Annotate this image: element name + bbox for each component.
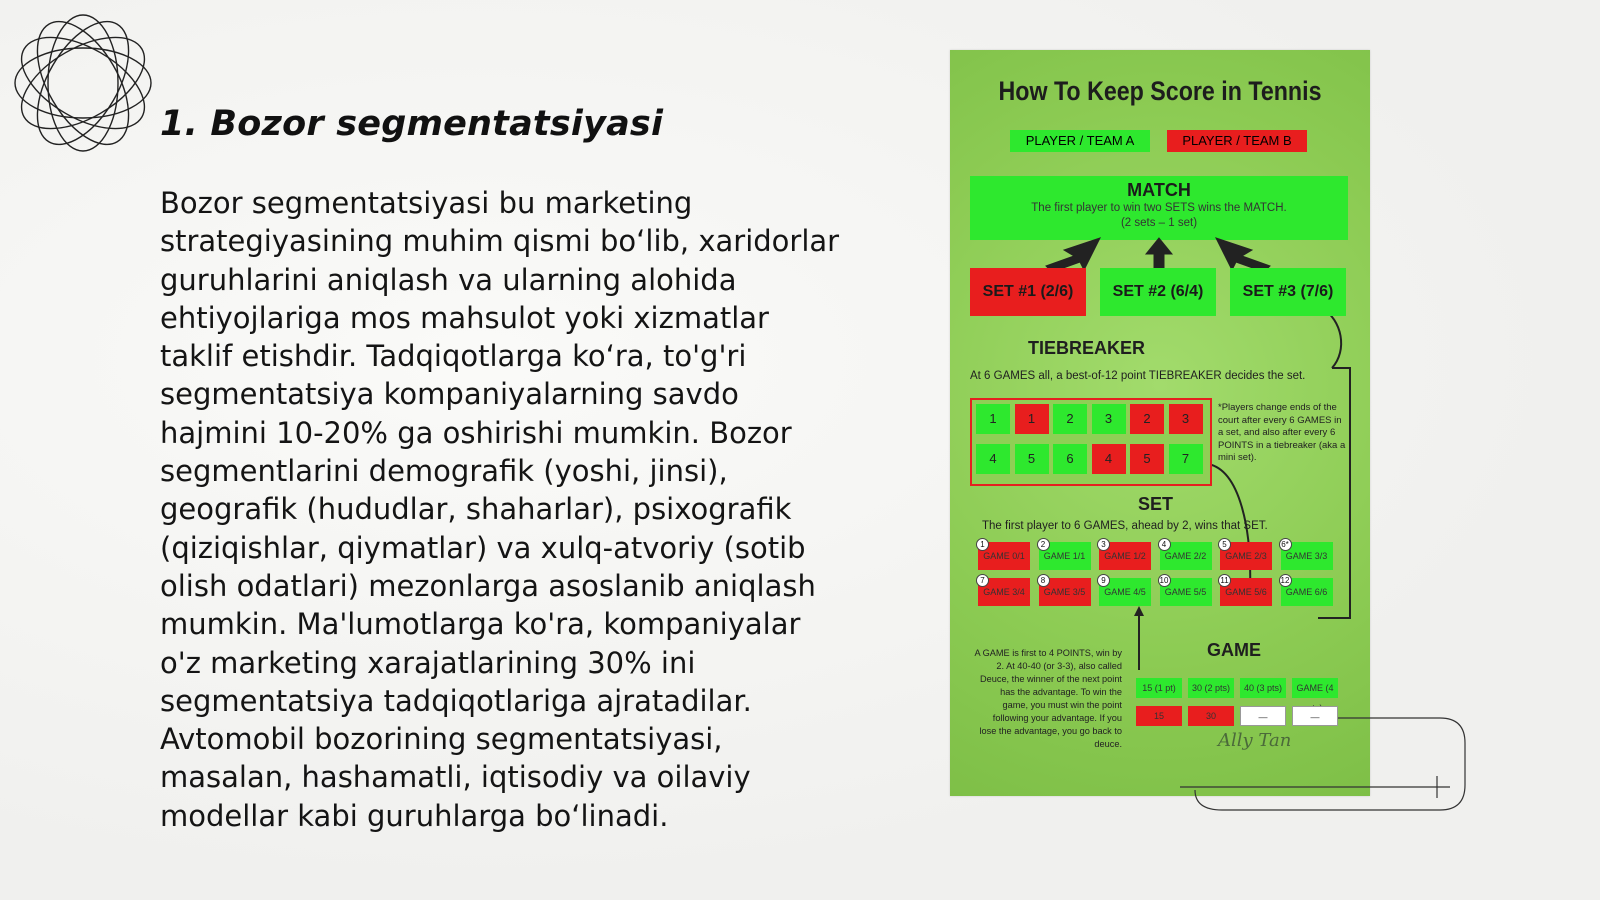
tiebreaker-point-cell: 5 xyxy=(1015,444,1049,474)
set-game-label: GAME 0/1 xyxy=(983,551,1025,561)
tiebreaker-desc: At 6 GAMES all, a best-of-12 point TIEBREAKER decides the set. xyxy=(970,370,1306,382)
set-game-cell xyxy=(1281,542,1333,570)
tiebreaker-point-cell: 7 xyxy=(1169,444,1203,474)
game-point-b: 15 xyxy=(1136,706,1182,726)
set-box-2: SET #2 (6/4) xyxy=(1100,268,1216,316)
set-game-cell xyxy=(1220,542,1272,570)
set-game-number: 2 xyxy=(1037,538,1050,551)
set-game-label: GAME 5/5 xyxy=(1164,587,1207,597)
game-point-b: — xyxy=(1240,706,1286,726)
game-point-a: 30 (2 pts) xyxy=(1188,678,1234,698)
game-point-b: — xyxy=(1292,706,1338,726)
set-section-title: SET xyxy=(1138,494,1174,514)
game-point-a: 15 (1 pt) xyxy=(1136,678,1182,698)
tiebreaker-point-cell: 2 xyxy=(1053,404,1087,434)
tiebreaker-point-cell: 4 xyxy=(1092,444,1126,474)
tiebreaker-note: *Players change ends of the court after every 6 GAMES in a set, and also after every 6 POINTS in a tiebreaker (aka a mini set). xyxy=(1218,402,1346,463)
set-game-number: 7 xyxy=(976,574,989,587)
set-game-number: 8 xyxy=(1037,574,1050,587)
game-point-b: 30 xyxy=(1188,706,1234,726)
set-game-label: GAME 4/5 xyxy=(1104,587,1146,597)
set-game-number: 4 xyxy=(1158,538,1171,551)
tiebreaker-point-cell: 3 xyxy=(1169,404,1203,434)
set-game-cell xyxy=(978,542,1030,570)
set-game-label: GAME 3/3 xyxy=(1285,551,1328,561)
infographic-signature: Ally Tan xyxy=(1218,730,1292,751)
set-section-desc: The first player to 6 GAMES, ahead by 2, wins that SET. xyxy=(982,520,1268,532)
game-point-a: 40 (3 pts) xyxy=(1240,678,1286,698)
set-game-label: GAME 6/6 xyxy=(1285,587,1328,597)
set-game-cell xyxy=(1160,578,1212,606)
set-game-cell xyxy=(1039,542,1091,570)
slide-body-text: Bozor segmentatsiyasi bu marketing strategiyasining muhim qismi bo‘lib, xaridorlar guruhlarini aniqlash va ularning alohida ehtiyojlariga mos mahsulot yoki xizmatlar taklif etishdir. Tadqiqotlarga ko‘ra, to'g'ri segmentatsiya kompaniyalarning savdo hajmini 10-20% ga oshirishi mumkin. Bozor segmentlarini demografik (yoshi, jinsi), geografik (hududlar, shaharlar), psixografik (qiziqishlar, qiymatlar) va xulq-atvoriy (sotib olish odatlari) mezonlarga asoslanib aniqlash mumkin. Ma'lumotlarga ko'ra, kompaniyalar o'z marketing xarajatlarining 30% ini segmentatsiya tadqiqotlariga ajratadilar. Avtomobil bozorining segmentatsiyasi, masalan, hashamatli, iqtisodiy va oilaviy modellar kabi guruhlarga bo‘linadi. xyxy=(160,186,840,833)
tiebreaker-title: TIEBREAKER xyxy=(1028,338,1146,358)
tiebreaker-point-cell: 2 xyxy=(1130,404,1164,434)
set-game-cell xyxy=(1099,578,1151,606)
tiebreaker-grid xyxy=(970,398,1212,486)
tiebreaker-point-cell: 1 xyxy=(976,404,1010,434)
set-game-label: GAME 1/1 xyxy=(1043,551,1086,561)
tiebreaker-point-cell: 1 xyxy=(1015,404,1049,434)
match-title: MATCH xyxy=(1127,180,1191,200)
set-game-number: 9 xyxy=(1097,574,1110,587)
tennis-score-infographic xyxy=(950,50,1370,796)
set-game-label: GAME 2/2 xyxy=(1164,551,1207,561)
set-game-cell xyxy=(1281,578,1333,606)
set-box-1: SET #1 (2/6) xyxy=(970,268,1086,316)
slide-title: 1. Bozor segmentatsiyasi xyxy=(160,104,664,144)
game-point-a: GAME (4 xyxy=(1292,678,1338,698)
tiebreaker-point-cell: 3 xyxy=(1092,404,1126,434)
decorative-rings-logo xyxy=(8,8,158,158)
set-game-number: 6* xyxy=(1279,538,1292,551)
set-game-cell xyxy=(1220,578,1272,606)
tiebreaker-point-cell: 4 xyxy=(976,444,1010,474)
tiebreaker-point-cell: 5 xyxy=(1130,444,1164,474)
set-game-label: GAME 1/2 xyxy=(1104,551,1146,561)
set-box-3: SET #3 (7/6) xyxy=(1230,268,1346,316)
game-section-title: GAME xyxy=(1207,640,1261,660)
set-game-cell xyxy=(1160,542,1212,570)
set-game-cell xyxy=(1099,542,1151,570)
match-desc-line2: (2 sets – 1 set) xyxy=(1120,217,1198,229)
set-game-label: GAME 3/4 xyxy=(983,587,1025,597)
set-game-number: 12 xyxy=(1279,574,1292,587)
set-game-label: GAME 2/3 xyxy=(1225,551,1267,561)
set-game-label: GAME 3/5 xyxy=(1043,587,1086,597)
legend-player-a: PLAYER / TEAM A xyxy=(1010,130,1150,152)
infographic-title: How To Keep Score in Tennis xyxy=(998,76,1322,106)
set-game-cell xyxy=(978,578,1030,606)
set-game-label: GAME 5/6 xyxy=(1225,587,1267,597)
set-game-number: 11 xyxy=(1218,574,1231,587)
tiebreaker-point-cell: 6 xyxy=(1053,444,1087,474)
set-game-number: 1 xyxy=(976,538,989,551)
game-desc: A GAME is first to 4 POINTS, win by 2. At 40-40 (or 3-3), also called Deuce, the winner of the next point has the advantage. To win the game, you must win the point following your advantage. If you lose the advantage, you go back to deuce. xyxy=(974,648,1122,749)
legend-player-b: PLAYER / TEAM B xyxy=(1167,130,1307,152)
set-game-cell xyxy=(1039,578,1091,606)
set-game-number: 10 xyxy=(1158,574,1171,587)
match-desc-line1: The first player to win two SETS wins the MATCH. xyxy=(1031,202,1287,214)
set-game-number: 3 xyxy=(1097,538,1110,551)
set-game-number: 5 xyxy=(1218,538,1231,551)
